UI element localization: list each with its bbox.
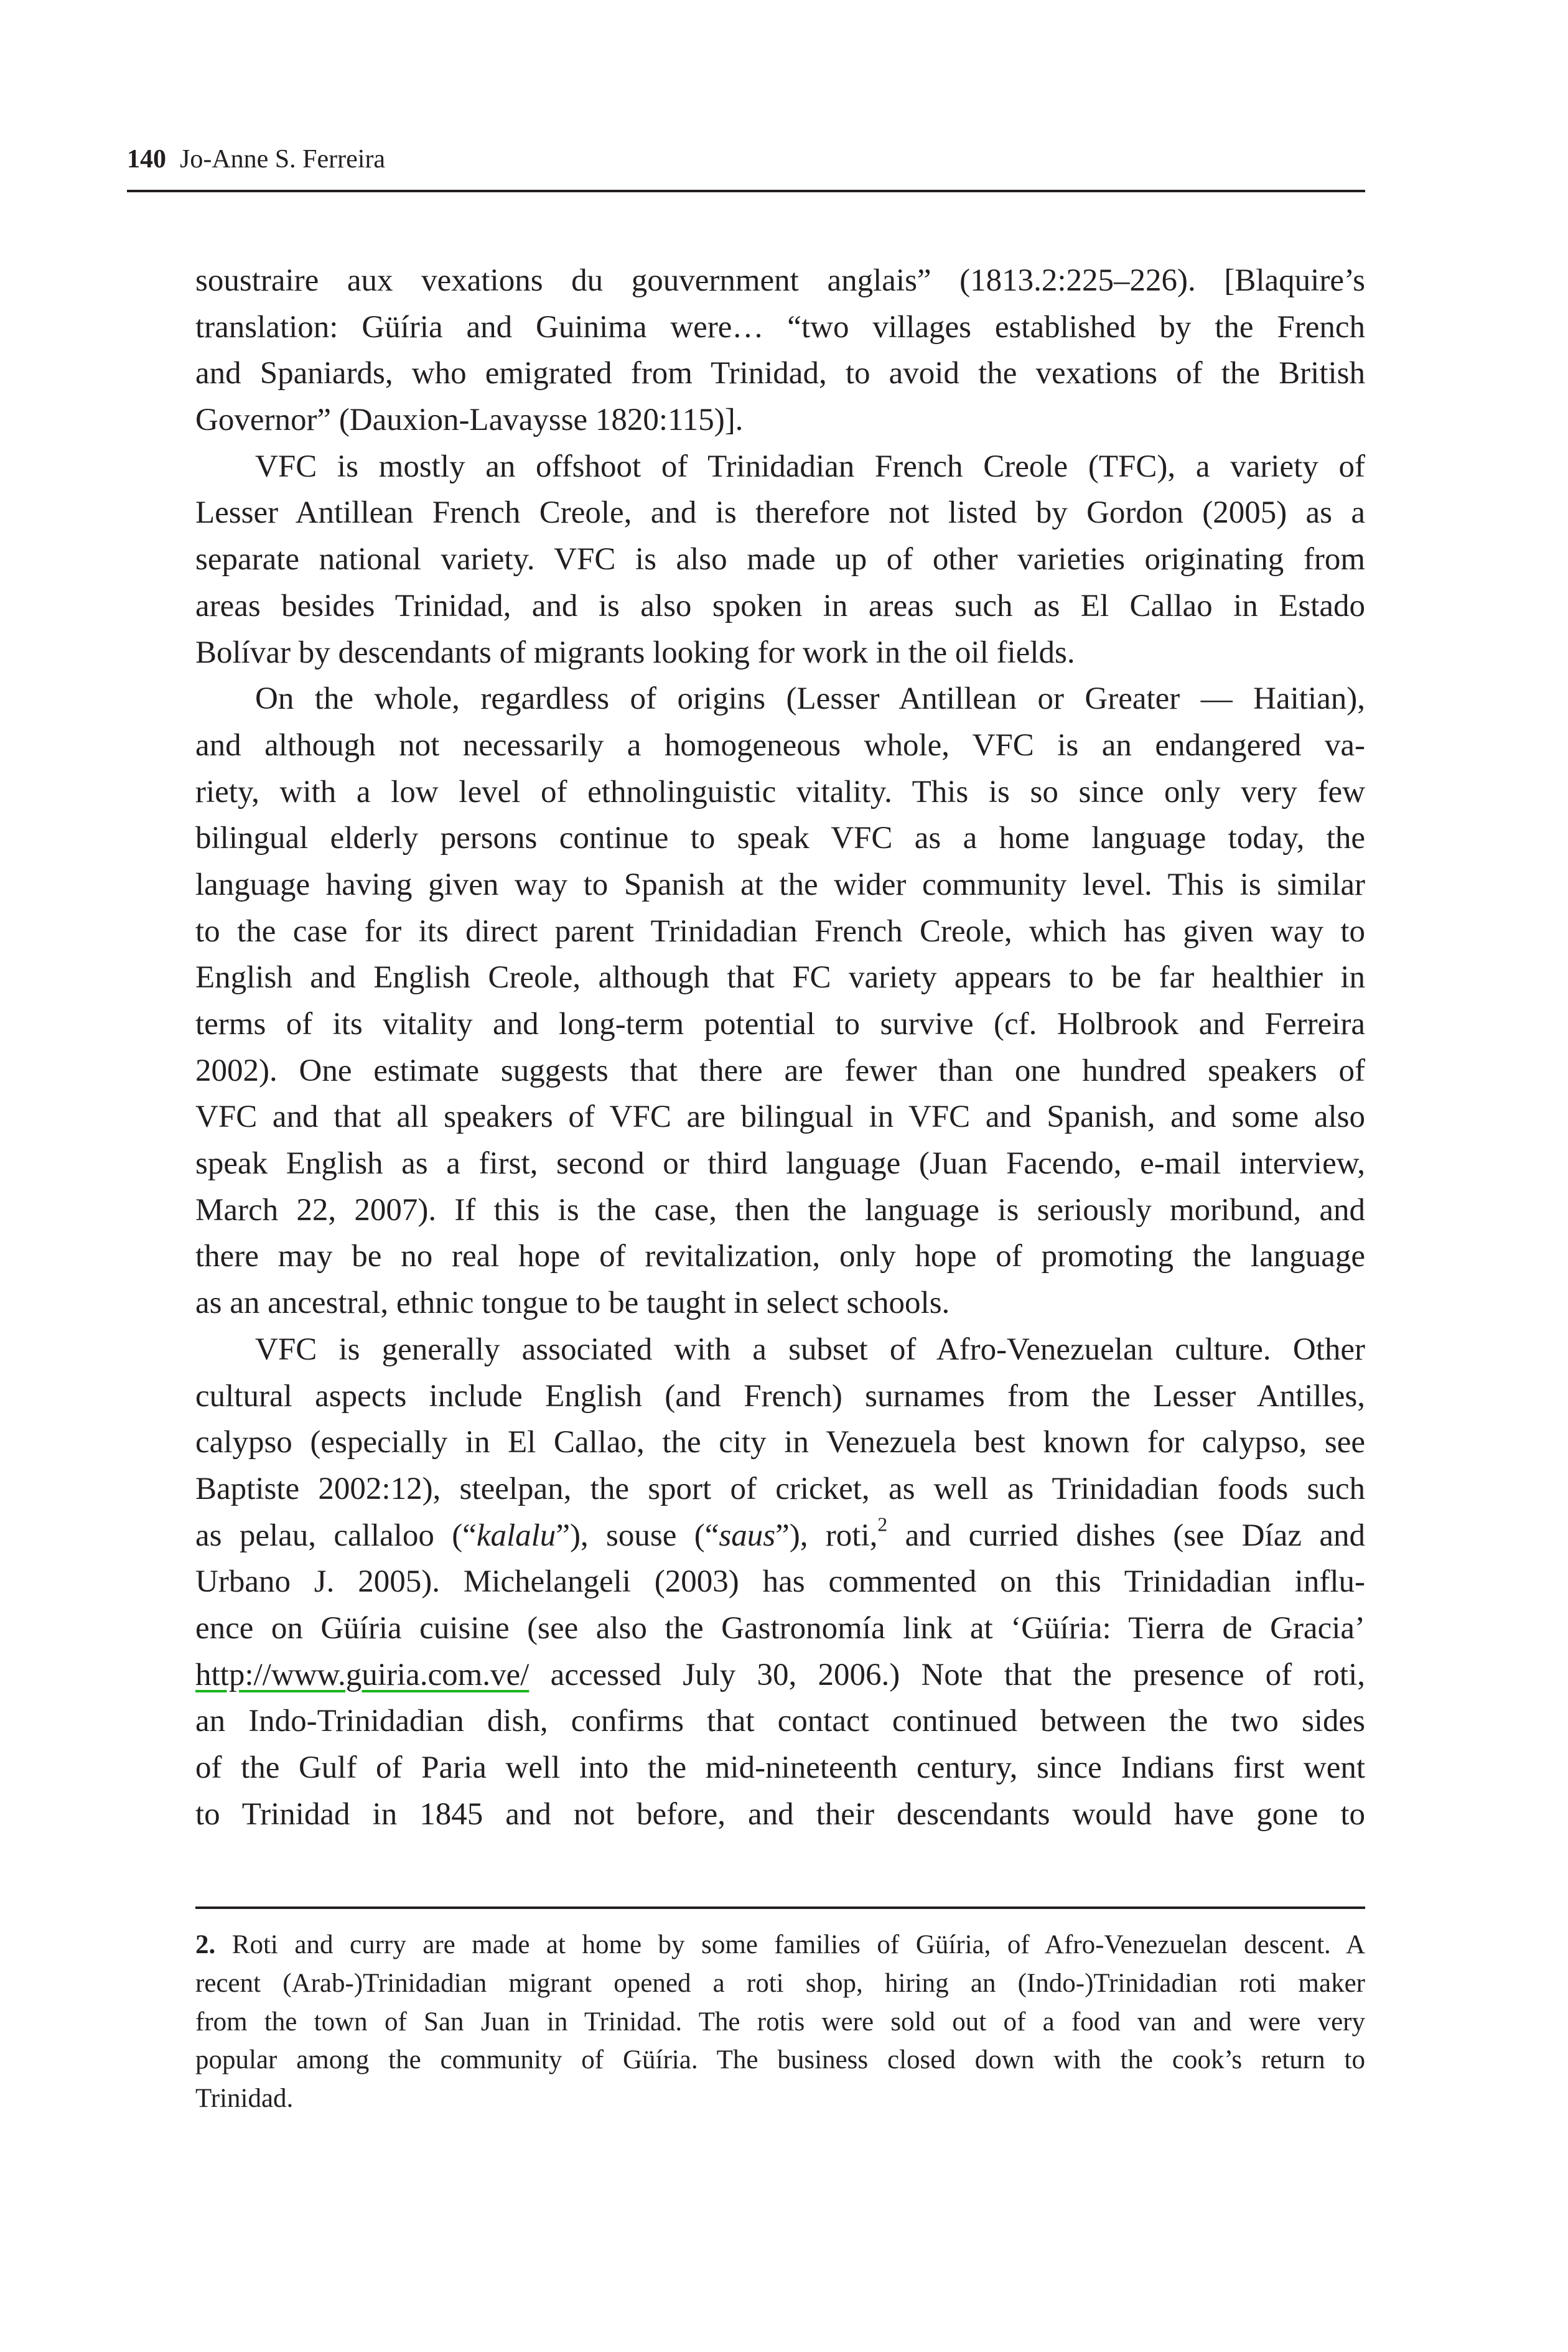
footnote-reference[interactable]: 2	[877, 1513, 888, 1535]
footnote-text: Trinidad.	[195, 2084, 294, 2114]
footnote-number: 2.	[195, 1930, 216, 1959]
text-run: accessed July 30, 2006.) Note that the presence of roti,	[529, 1657, 1365, 1692]
text-line: Governor” (Dauxion-Lavaysse 1820:115)].	[195, 403, 744, 438]
text-line: areas besides Trinidad, and is also spoken in areas such as El Callao in Estado	[195, 588, 1365, 623]
text-line: VFC is mostly an offshoot of Trinidadian French Creole (TFC), a variety of	[255, 449, 1365, 484]
text-line	[195, 1513, 1365, 1559]
text-run: and curried dishes (see Díaz and	[887, 1518, 1365, 1553]
running-head-author: Jo-Anne S. Ferreira	[180, 145, 386, 174]
text-line: of the Gulf of Paria well into the mid-nineteenth century, since Indians first went	[195, 1750, 1365, 1785]
footnote-line	[195, 1964, 1365, 2003]
italic-term: kalalu	[476, 1518, 556, 1553]
text-line: speak English as a first, second or third language (Juan Facendo, e-mail interview,	[195, 1146, 1365, 1182]
paragraph	[195, 676, 1365, 1327]
header-rule	[127, 190, 1365, 192]
text-line: Lesser Antillean French Creole, and is therefore not listed by Gordon (2005) as a	[195, 495, 1365, 531]
footnote-line	[195, 2041, 1365, 2079]
footnote-line	[195, 2079, 1365, 2118]
text-line: Urbano J. 2005). Michelangeli (2003) has commented on this Trinidadian influ-	[195, 1564, 1365, 1600]
footnote-text: Roti and curry are made at home by some families of Güíria, of Afro-Venezuelan descent. A	[215, 1930, 1365, 1959]
text-line: VFC is generally associated with a subset of Afro-Venezuelan culture. Other	[255, 1332, 1365, 1367]
text-line: language having given way to Spanish at the wider community level. This is similar	[195, 867, 1365, 902]
text-line: separate national variety. VFC is also made up of other varieties originating from	[195, 542, 1365, 577]
text-line: translation: Güíria and Guinima were… “two villages established by the French	[195, 309, 1365, 345]
text-line: there may be no real hope of revitalization, only hope of promoting the language	[195, 1239, 1365, 1274]
text-line: Baptiste 2002:12), steelpan, the sport of cricket, as well as Trinidadian foods such	[195, 1471, 1365, 1506]
paragraph	[195, 444, 1365, 676]
footnote-text: recent (Arab-)Trinidadian migrant opened a roti shop, hiring an (Indo-)Trinidadian roti maker	[195, 1968, 1365, 1998]
italic-term: saus	[719, 1518, 776, 1553]
body-text	[195, 258, 1365, 1837]
text-line: calypso (especially in El Callao, the city in Venezuela best known for calypso, see	[195, 1425, 1365, 1460]
text-line: bilingual elderly persons continue to speak VFC as a home language today, the	[195, 821, 1365, 856]
text-line: Bolívar by descendants of migrants looking for work in the oil fields.	[195, 635, 1075, 670]
footnote-line	[195, 2003, 1365, 2042]
text-line	[195, 1652, 1365, 1699]
paragraph	[195, 1327, 1365, 1838]
footnote-text: popular among the community of Güíria. The business closed down with the cook’s return to	[195, 2045, 1365, 2075]
text-line: soustraire aux vexations du gouvernment anglais” (1813.2:225–226). [Blaquire’s	[195, 263, 1365, 298]
text-line: VFC and that all speakers of VFC are bilingual in VFC and Spanish, and some also	[195, 1099, 1365, 1135]
paragraph	[195, 258, 1365, 444]
page-number: 140	[127, 145, 166, 174]
text-line: to Trinidad in 1845 and not before, and their descendants would have gone to	[195, 1796, 1365, 1832]
text-run: as pelau, callaloo (“	[195, 1518, 477, 1553]
text-line: riety, with a low level of ethnolinguistic vitality. This is so since only very few	[195, 774, 1365, 810]
text-run: ”), roti,	[775, 1518, 878, 1553]
text-line: to the case for its direct parent Trinidadian French Creole, which has given way to	[195, 913, 1365, 949]
text-run: ”), souse (“	[556, 1518, 719, 1553]
text-line: and Spaniards, who emigrated from Trinidad, to avoid the vexations of the British	[195, 356, 1365, 391]
guiria-url-link[interactable]: http://www.guiria.com.ve/	[195, 1657, 530, 1692]
footnote-rule	[195, 1906, 1365, 1909]
footnote-line	[195, 1926, 1365, 1964]
running-header	[127, 142, 1365, 177]
text-line: March 22, 2007). If this is the case, then the language is seriously moribund, and	[195, 1192, 1365, 1228]
text-line: as an ancestral, ethnic tongue to be taught in select schools.	[195, 1286, 950, 1321]
text-line: English and English Creole, although that FC variety appears to be far healthier in	[195, 960, 1365, 996]
footnote-2	[195, 1926, 1365, 2118]
text-line: an Indo-Trinidadian dish, confirms that contact continued between the two sides	[195, 1704, 1365, 1739]
footnote-text: from the town of San Juan in Trinidad. The rotis were sold out of a food van and were very	[195, 2007, 1365, 2037]
text-line: 2002). One estimate suggests that there are fewer than one hundred speakers of	[195, 1053, 1365, 1088]
text-line: terms of its vitality and long-term potential to survive (cf. Holbrook and Ferreira	[195, 1007, 1365, 1042]
text-line: cultural aspects include English (and French) surnames from the Lesser Antilles,	[195, 1378, 1365, 1414]
text-line: and although not necessarily a homogeneous whole, VFC is an endangered va-	[195, 727, 1365, 763]
text-line: ence on Güíria cuisine (see also the Gastronomía link at ‘Güíria: Tierra de Gracia’	[195, 1610, 1365, 1646]
text-line: On the whole, regardless of origins (Lesser Antillean or Greater — Haitian),	[255, 681, 1365, 717]
